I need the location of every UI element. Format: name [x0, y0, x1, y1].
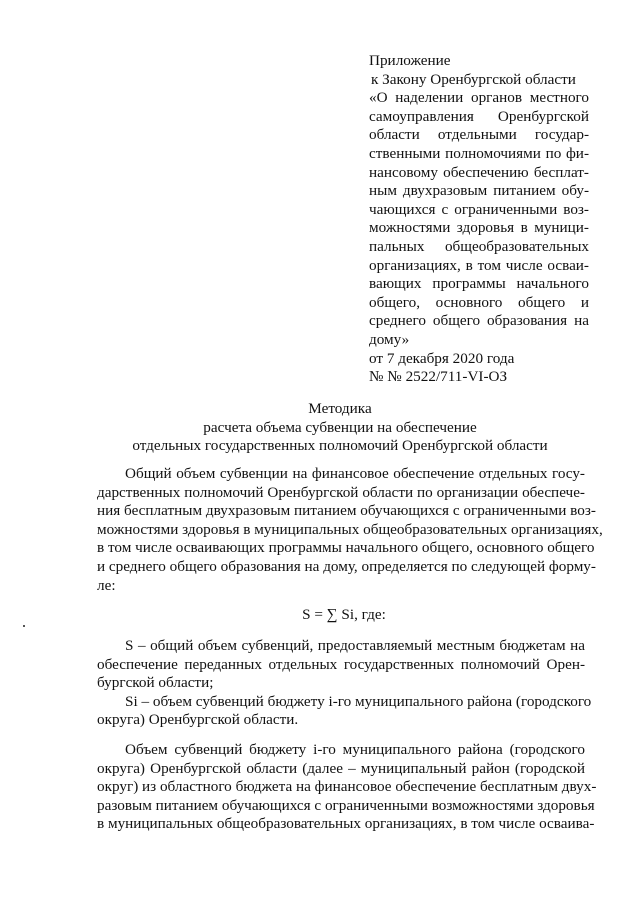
- definitions: [97, 637, 592, 730]
- appendix-line: общего, основного общего и: [369, 293, 589, 311]
- paragraph-line: Общий объем субвенции на финансовое обеспечение отдельных госу-: [125, 465, 585, 482]
- paragraph-line: ле:: [97, 576, 116, 594]
- definition-line: округа) Оренбургской области.: [97, 711, 299, 729]
- definition-line: S – общий объем субвенций, предоставляемый местным бюджетам на: [125, 637, 585, 654]
- formula: S = ∑ Si, где:: [302, 606, 386, 623]
- title-line: отдельных государственных полномочий Оренбургской области: [132, 437, 548, 455]
- definition-line: Si – объем субвенций бюджету i-го муниципального района (городского: [125, 692, 592, 710]
- scan-speck: [23, 625, 25, 627]
- paragraph-line: Объем субвенций бюджету i-го муниципального района (городского: [125, 741, 585, 758]
- appendix-header: [369, 52, 589, 387]
- appendix-line: среднего общего образования на: [369, 312, 589, 330]
- paragraph-line: можностями здоровья в муниципальных общеобразовательных организациях,: [97, 520, 603, 538]
- definition-line: бургской области;: [97, 674, 214, 692]
- paragraph-general-volume: [97, 465, 603, 595]
- appendix-line: дому»: [369, 330, 410, 348]
- appendix-date: от 7 декабря 2020 года: [369, 349, 515, 367]
- appendix-line: организациях, в том числе осваи-: [369, 256, 589, 274]
- appendix-line: Приложение: [369, 52, 451, 69]
- title-line: Методика: [308, 400, 372, 417]
- title-line: расчета объема субвенции на обеспечение: [203, 418, 477, 436]
- appendix-line: нансовому обеспечению бесплат-: [369, 163, 589, 181]
- appendix-line: ным двухразовым питанием обу-: [369, 182, 589, 200]
- appendix-line: чающихся с ограниченными воз-: [369, 200, 589, 218]
- appendix-line: области отдельными государ-: [369, 126, 589, 144]
- appendix-number: № № 2522/711-VI-ОЗ: [369, 368, 508, 386]
- paragraph-line: округа) Оренбургской области (далее – муниципальный район (городской: [97, 759, 585, 777]
- appendix-line: можностями здоровья в муници-: [369, 219, 589, 237]
- appendix-line: ственными полномочиями по фи-: [369, 144, 589, 162]
- paragraph-line: ния бесплатным двухразовым питанием обучающихся с ограниченными воз-: [97, 502, 596, 520]
- paragraph-line: в том числе осваивающих программы начального общего, основного общего: [97, 539, 595, 557]
- paragraph-line: в муниципальных общеобразовательных организациях, в том числе осваива-: [97, 815, 595, 833]
- methodology-title: [100, 400, 580, 456]
- appendix-line: вающих программы начального: [369, 275, 589, 293]
- paragraph-line: и среднего общего образования на дому, определяется по следующей форму-: [97, 557, 596, 575]
- paragraph-municipal-volume: [97, 741, 597, 834]
- definition-line: обеспечение переданных отдельных государственных полномочий Орен-: [97, 655, 585, 673]
- appendix-line: пальных общеобразовательных: [369, 237, 589, 255]
- paragraph-line: округ) из областного бюджета на финансовое обеспечение бесплатным двух-: [97, 778, 597, 796]
- appendix-line: самоуправления Оренбургской: [369, 107, 589, 125]
- paragraph-line: разовым питанием обучающихся с ограниченными возможностями здоровья: [97, 796, 595, 814]
- appendix-line: «О наделении органов местного: [369, 89, 589, 107]
- paragraph-line: дарственных полномочий Оренбургской области по организации обеспече-: [97, 483, 585, 501]
- appendix-line: к Закону Оренбургской области: [371, 70, 576, 88]
